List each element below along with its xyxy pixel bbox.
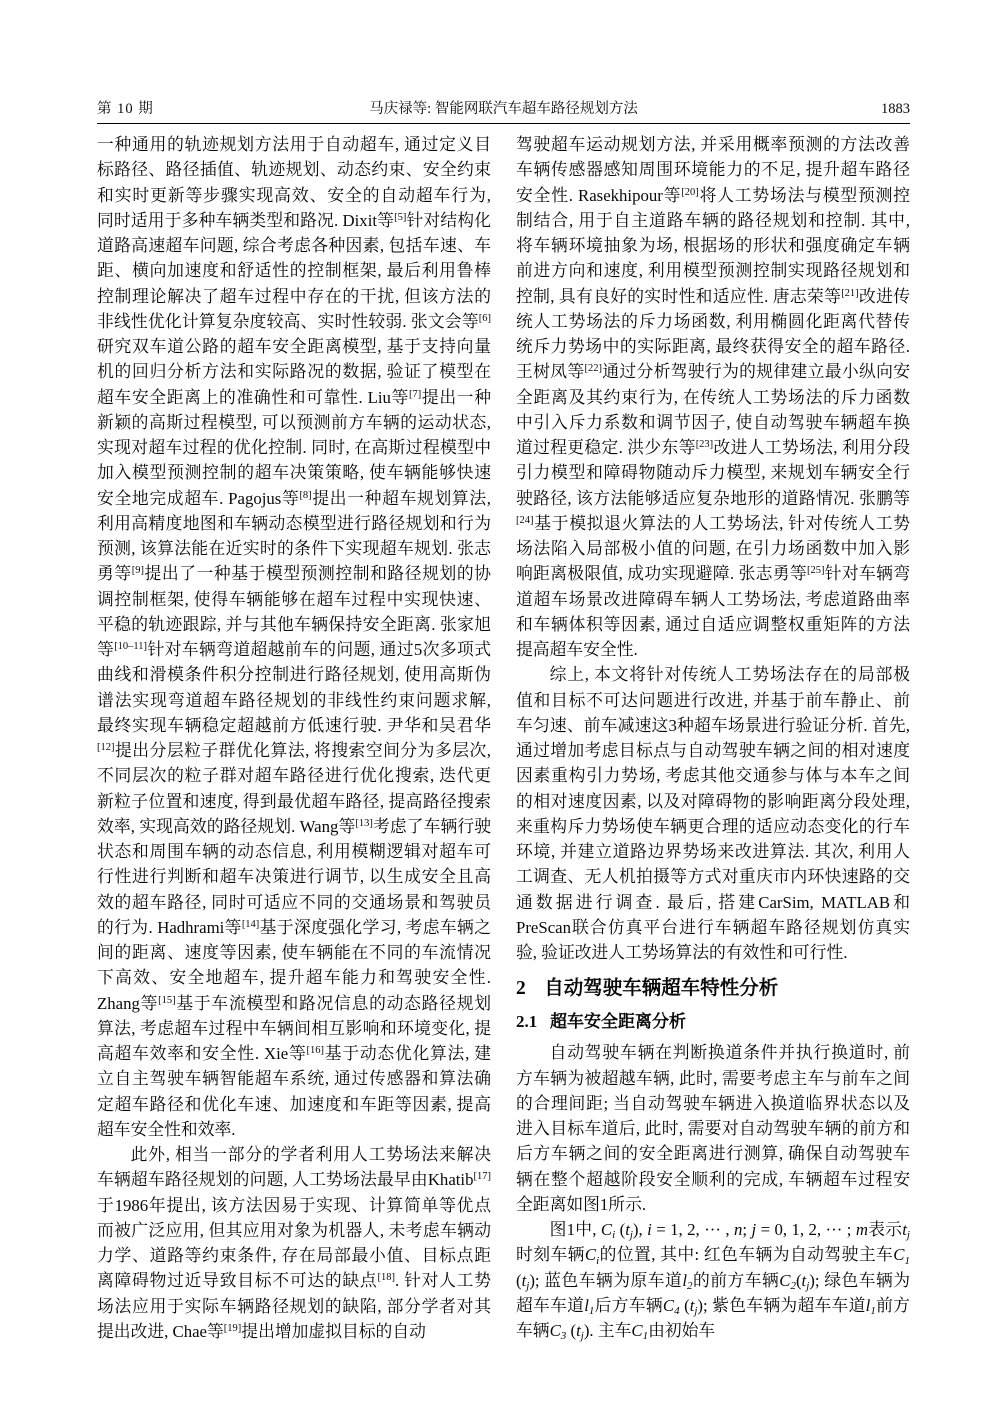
math-subscript: 4 (674, 1305, 680, 1318)
text-run: 综上, 本文将针对传统人工势场法存在的局部极值和目标不可达问题进行改进, 并基于前车静止、前车匀速、前车减速这3种超车场景进行验证分析. 首先, 通过增加考虑目标点与自动驾驶车辆之间的相对速度因素重构引力势场, 考虑其他交通参与体与本车之间的相对速度因素, 以及对障碍物的影响距离分段处理, 来重构斥力势场使车辆更合理的适应动态变化的行车环境, 并建立道路边界势场来改进算法. 其次, 利用人工调查、无人机拍摄等方式对重庆市内环快速路的交通数据进行调查. 最后, 搭建CarSim, MATLAB和PreScan联合仿真平台进行车辆超车路径规划仿真实验, 验证改进人工势场算法的有效性和可行性. (516, 665, 910, 962)
citation-superscript: [20] (681, 186, 699, 198)
heading-title: 自动驾驶车辆超车特性分析 (544, 977, 779, 1000)
left-column (97, 132, 491, 1344)
math-variable: l (682, 1270, 687, 1290)
math-variable: C (631, 1321, 643, 1340)
text-run: 此外, 相当一部分的学者利用人工势场法来解决车辆超车路径规划的问题, 人工势场法最早由Khatib (97, 1145, 491, 1190)
math-roman: ( (566, 1321, 577, 1340)
header-page-number: 1883 (881, 101, 910, 117)
text-run: 的前方车辆 (692, 1270, 780, 1290)
citation-superscript: [7] (408, 388, 422, 400)
right-column (516, 132, 910, 1344)
text-run: 基于深度强化学习, 考虑车辆之间的距离、速度等因素, 使车辆能在不同的车流情况下高效、安全地超车, 提升超车能力和驾驶安全性. Zhang等 (97, 917, 491, 1013)
math-subscript: 1 (642, 1330, 649, 1343)
citation-superscript: [21] (841, 287, 859, 299)
text-run: 通过分析驾驶行为的规律建立最小纵向安全距离及其约束行为, 在传统人工势场法的斥力函数中引入斥力系数和调节因子, 使自动驾驶车辆超车换道过程更稳定. 洪少东等 (516, 362, 910, 457)
text-run: 基于模拟退火算法的人工势场法, 针对传统人工势场法陷入局部极小值的问题, 在引力场函数中加入影响距离极限值, 成功实现避障. 张志勇等 (516, 513, 910, 584)
math-variable: j (751, 1220, 757, 1239)
text-run: 提出增加虚拟目标的自动 (241, 1321, 426, 1341)
text-run: 一种通用的轨迹规划方法用于自动超车, 通过定义目标路径、路径插值、轨迹规划、动态约束、安全约束和实时更新等步骤实现高效、安全的自动超车行为, 同时适用于多种车辆类型和路况. Dixit等 (97, 135, 491, 230)
text-run: 针对车辆弯道超越前车的问题, 通过5次多项式曲线和滑模条件积分控制进行路径规划, 使用高斯伪谱法实现弯道超车路径规划的非线性约束问题求解, 最终实现车辆稳定超越前方低速行驶. 尹华和吴君华 (97, 640, 491, 735)
text-run: 提出一种新颖的高斯过程模型, 可以预测前方车辆的运动状态, 实现对超车过程的优化控制. 同时, 在高斯过程模型中加入模型预测控制的超车决策策略, 使车辆能够快速安全地完成超车. Pagojus等 (97, 387, 491, 508)
citation-superscript: [25] (806, 565, 825, 577)
citation-superscript: [6] (478, 312, 491, 324)
math-variable: m (855, 1220, 868, 1239)
math-variable: l (584, 1295, 589, 1315)
citation-superscript: [16] (306, 1045, 325, 1057)
math-roman: ; (742, 1220, 752, 1239)
math-variable: C (549, 1321, 561, 1340)
text-run: 基于车流模型和路况信息的动态路径规划算法, 考虑超车过程中车辆间相互影响和环境变化, 提高超车效率和安全性. Xie等 (97, 993, 491, 1063)
math-roman: = 0, 1, 2, ··· ; (756, 1220, 856, 1239)
text-run: ; 绿色车辆为超车车道 (516, 1270, 911, 1315)
text-run: ; 蓝色车辆为原车道 (534, 1270, 683, 1290)
paragraph (97, 1142, 491, 1344)
paragraph (516, 662, 910, 965)
text-run: 基于动态优化算法, 建立自主驾驶车辆智能超车系统, 通过传感器和算法确定超车路径和优化车速、加速度和车距等因素, 提高超车安全性和效率. (97, 1044, 491, 1139)
page-header (97, 100, 910, 118)
text-run: . 主车 (589, 1321, 632, 1340)
text-run: , (638, 1220, 648, 1239)
math-subscript: j (906, 1229, 910, 1242)
math-variable: t (689, 1295, 695, 1315)
text-run: . 针对人工势场法应用于实际车辆路径规划的缺陷, 部分学者对其提出改进, Chae等 (97, 1271, 491, 1341)
math-subscript: j (694, 1305, 698, 1318)
text-run: 时刻车辆 (516, 1245, 585, 1265)
math-variable: n (734, 1220, 743, 1239)
text-run: 由初始车 (648, 1321, 716, 1340)
math-roman: ( (679, 1295, 690, 1315)
math-roman: = 1, 2, ··· , (651, 1220, 735, 1239)
citation-superscript: [24] (516, 514, 534, 526)
paragraph (516, 1217, 910, 1343)
text-run: ; 紫色车辆为超车车道 (703, 1295, 866, 1315)
math-roman: ) (697, 1295, 704, 1315)
text-run: 提出分层粒子群优化算法, 将搜索空间分为多层次, 不同层次的粒子群对超车路径进行优化搜索, 迭代更新粒子位置和速度, 得到最优超车路径, 提高路径搜索效率, 实现高效的路径规划. Wang等 (97, 741, 491, 836)
paragraph (516, 1040, 910, 1217)
subsection-heading (516, 1010, 910, 1033)
math-subscript: i (612, 1229, 616, 1242)
text-run: 表示 (867, 1220, 903, 1239)
text-run: 将人工势场法与模型预测控制结合, 用于自主道路车辆的路径规划和控制. 其中, 将车辆环境抽象为场, 根据场的形状和强度确定车辆前进方向和速度, 利用模型预测控制实现路径规划和控制, 具有良好的实时性和适应性. 唐志荣等 (516, 185, 910, 306)
math-variable: t (625, 1220, 630, 1239)
heading-number: 2.1 (516, 1012, 538, 1032)
math-variable: t (521, 1270, 527, 1290)
math-variable: C (662, 1295, 675, 1315)
header-issue: 第 10 期 (97, 101, 154, 117)
math-roman: ( (615, 1220, 626, 1239)
math-roman: ) (583, 1321, 590, 1340)
math-subscript: 1 (904, 1254, 910, 1267)
text-run: 针对车辆弯道超车场景改进障碍车辆人工势场法, 考虑道路曲率和车辆体积等因素, 通过自适应调整权重矩阵的方法提高超车安全性. (516, 564, 910, 659)
text-run: 考虑了车辆行驶状态和周围车辆的动态信息, 利用模糊逻辑对超车可行性进行判断和超车决策进行调节, 以生成安全且高效的超车路径, 同时可适应不同的交通场景和驾驶员的行为. Hadhrami等 (97, 816, 491, 937)
text-run: 自动驾驶车辆在判断换道条件并执行换道时, 前方车辆为被超越车辆, 此时, 需要考虑主车与前车之间的合理间距; 当自动驾驶车辆进入换道临界状态以及进入目标车道后, 此时, 需要对自动驾驶车辆的前方和后方车辆之间的安全距离进行测算, 确保自动驾驶车辆在整个超越阶段安全顺利的完成, 车辆超车过程安全距离如图1所示. (516, 1043, 910, 1214)
heading-title: 超车安全距离分析 (550, 1012, 686, 1032)
math-subscript: 1 (588, 1305, 595, 1318)
citation-superscript: [12] (97, 742, 115, 754)
paragraph (97, 132, 491, 1142)
text-run: 提出一种超车规划算法, 利用高精度地图和车辆动态模型进行路径规划和行为预测, 该算法能在近实时的条件下实现超车规划. 张志勇等 (97, 488, 491, 584)
citation-superscript: [5] (394, 211, 407, 223)
text-run: 驾驶超车运动规划方法, 并采用概率预测的方法改善车辆传感器感知周围环境能力的不足, 提升超车路径安全性. Rasekhipour等 (516, 135, 910, 205)
citation-superscript: [13] (355, 817, 373, 829)
paragraph (516, 132, 910, 662)
math-variable: t (801, 1270, 807, 1290)
math-subscript: j (580, 1330, 584, 1343)
math-variable: i (647, 1220, 652, 1239)
math-roman: ( (516, 1270, 522, 1290)
article-body (97, 132, 910, 1344)
math-roman: ( (795, 1270, 802, 1290)
math-variable: l (865, 1295, 871, 1315)
section-heading (516, 975, 910, 1002)
math-subscript: j (629, 1229, 633, 1242)
citation-superscript: [10–11] (114, 641, 148, 653)
text-run: 图1中, (549, 1220, 601, 1239)
text-run: 的位置, 其中: 红色车辆为自动驾驶主车 (599, 1245, 894, 1265)
math-subscript: 1 (870, 1305, 876, 1318)
citation-superscript: [18] (377, 1272, 395, 1284)
text-run: 后方车辆 (594, 1295, 663, 1315)
header-running-title: 马庆禄等: 智能网联汽车超车路径规划方法 (369, 101, 638, 117)
math-variable: C (893, 1245, 905, 1265)
citation-superscript: [14] (241, 918, 260, 930)
text-run: 研究双车道公路的超车安全距离模型, 基于支持向量机的回归分析方法和实际路况的数据, 验证了模型在超车安全距离上的准确性和可靠性. Liu等 (97, 337, 491, 407)
math-roman: ) (529, 1270, 535, 1290)
math-variable: C (584, 1245, 597, 1265)
math-variable: t (576, 1321, 581, 1340)
math-subscript: 2 (790, 1279, 796, 1292)
math-roman: ) (632, 1220, 639, 1239)
math-subscript: 2 (686, 1279, 693, 1292)
text-run: 前方车辆 (516, 1295, 910, 1340)
math-variable: C (600, 1220, 613, 1239)
text-run: 于1986年提出, 该方法因易于实现、计算简单等优点而被广泛应用, 但其应用对象为机器人, 未考虑车辆动力学、道路等约束条件, 存在局部最小值、目标点距离障碍物过近导致目标不可达的缺点 (97, 1195, 491, 1291)
math-subscript: j (806, 1279, 810, 1292)
citation-superscript: [9] (131, 565, 144, 577)
text-run: 针对结构化道路高速超车问题, 综合考虑各种因素, 包括车速、车距、横向加速度和舒适性的控制框架, 最后利用鲁棒控制理论解决了超车过程中存在的干扰, 但该方法的非线性优化计算复杂度较高、实时性较弱. 张文会等 (97, 210, 491, 331)
header-rule (97, 123, 910, 124)
text-run: 改进人工势场法, 利用分段引力模型和障碍物随动斥力模型, 来规划车辆安全行驶路径, 该方法能够适应复杂地形的道路情况. 张鹏等 (516, 438, 910, 508)
citation-superscript: [22] (584, 363, 602, 375)
math-variable: C (779, 1270, 791, 1290)
heading-number: 2 (516, 978, 526, 1000)
math-variable: t (902, 1220, 907, 1239)
math-subscript: j (526, 1279, 530, 1292)
citation-superscript: [15] (158, 994, 176, 1006)
citation-superscript: [17] (473, 1171, 491, 1183)
citation-superscript: [8] (299, 489, 312, 501)
text-run: 提出了一种基于模型预测控制和路径规划的协调控制框架, 使得车辆能够在超车过程中实现快速、平稳的轨迹跟踪, 并与其他车辆保持安全距离. 张家旭等 (97, 564, 491, 659)
math-subscript: i (596, 1254, 600, 1267)
text-run: 改进传统人工势场法的斥力场函数, 利用椭圆化距离代替传统斥力势场中的实际距离, 最终获得安全的超车路径. 王树凤等 (516, 286, 910, 382)
math-roman: ) (809, 1270, 815, 1290)
citation-superscript: [23] (695, 439, 714, 451)
citation-superscript: [19] (223, 1322, 242, 1334)
math-subscript: 3 (560, 1330, 567, 1343)
